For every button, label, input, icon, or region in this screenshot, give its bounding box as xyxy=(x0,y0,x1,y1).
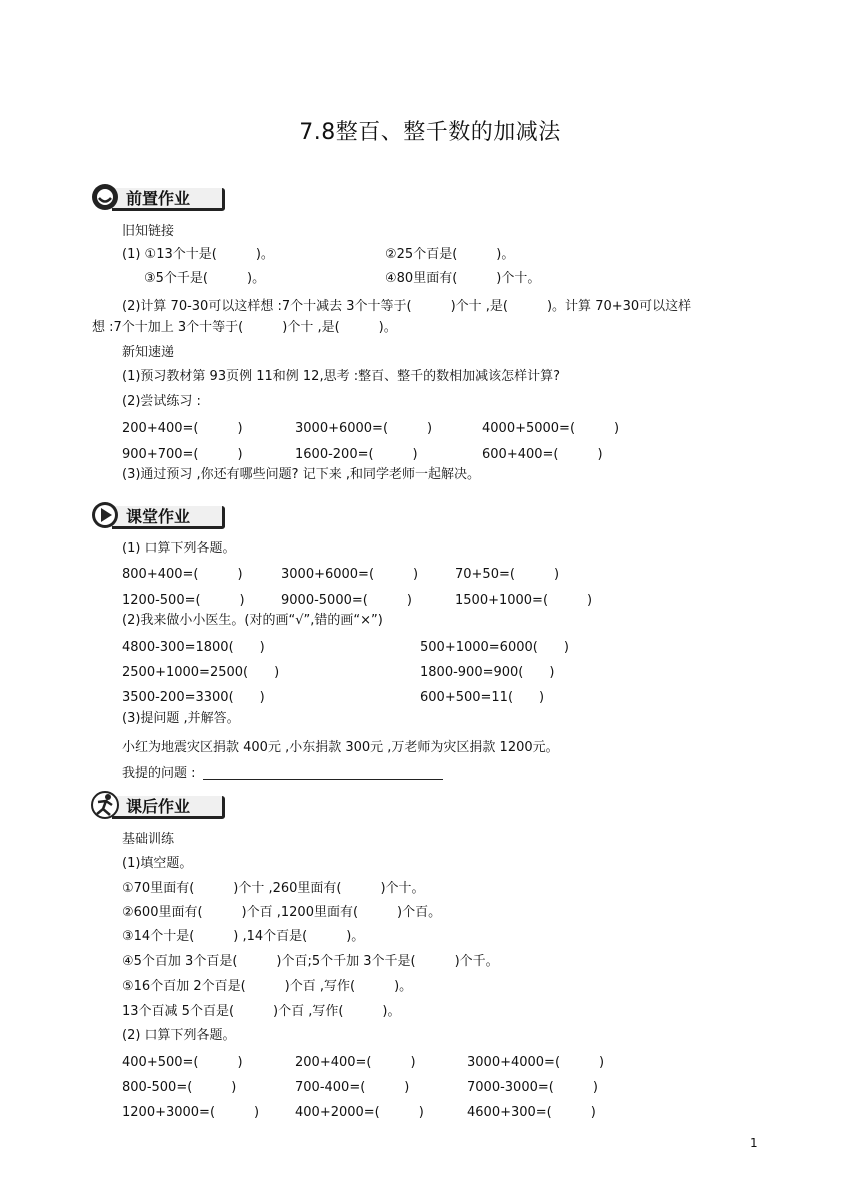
question-2: (2)我来做小小医生。(对的画“√”,错的画“×”) xyxy=(122,613,383,628)
question-1d: ④80里面有( )个十。 xyxy=(385,271,541,286)
exercise: 600+400=( ) xyxy=(482,447,603,462)
smile-icon xyxy=(90,182,120,212)
question-1c: ③5个千是( )。 xyxy=(144,271,266,286)
exercise: 3000+4000=( ) xyxy=(467,1055,605,1070)
exercise: 1200-500=( ) xyxy=(122,593,245,608)
preview-instruction: (1)预习教材第 93页例 11和例 12,思考 :整百、整千的数相加减该怎样计算? xyxy=(122,369,560,384)
page-number: 1 xyxy=(750,1136,758,1150)
answer-line[interactable] xyxy=(203,778,443,780)
exercise: 800-500=( ) xyxy=(122,1080,237,1095)
check-item: 4800-300=1800( ) xyxy=(122,640,265,655)
section-header-homework xyxy=(90,790,230,820)
exercise: 7000-3000=( ) xyxy=(467,1080,598,1095)
section-header-classwork xyxy=(90,500,230,530)
my-question-label: 我提的问题 : xyxy=(122,766,196,781)
runner-icon xyxy=(90,790,120,820)
question-2: (2) 口算下列各题。 xyxy=(122,1028,236,1043)
exercise: 1500+1000=( ) xyxy=(455,593,593,608)
fill-item: ①70里面有( )个十 ,260里面有( )个十。 xyxy=(122,881,425,896)
fill-item: ③14个十是( ) ,14个百是( )。 xyxy=(122,929,365,944)
check-item: 3500-200=3300( ) xyxy=(122,690,265,705)
exercise: 3000+6000=( ) xyxy=(281,567,419,582)
exercise: 200+400=( ) xyxy=(295,1055,416,1070)
exercise: 9000-5000=( ) xyxy=(281,593,412,608)
page-title: 7.8整百、整千数的加减法 xyxy=(299,120,561,145)
question-1a: (1) ①13个十是( )。 xyxy=(122,247,274,262)
section-title: 前置作业 xyxy=(126,189,191,208)
question-2-line1: (2)计算 70-30可以这样想 :7个十减去 3个十等于( )个十 ,是( )。计算 70+30可以这样 xyxy=(122,299,692,314)
exercise: 900+700=( ) xyxy=(122,447,243,462)
exercise: 70+50=( ) xyxy=(455,567,560,582)
question-1: (1) 口算下列各题。 xyxy=(122,541,236,556)
question-3: (3)提问题 ,并解答。 xyxy=(122,711,240,726)
exercise: 400+500=( ) xyxy=(122,1055,243,1070)
subheading-new-knowledge: 新知速递 xyxy=(122,345,175,360)
exercise: 1200+3000=( ) xyxy=(122,1105,260,1120)
word-problem: 小红为地震灾区捐款 400元 ,小东捐款 300元 ,万老师为灾区捐款 1200元。 xyxy=(122,740,559,755)
practice-instruction: (2)尝试练习 : xyxy=(122,394,201,409)
exercise: 4000+5000=( ) xyxy=(482,421,620,436)
section-title: 课后作业 xyxy=(126,797,191,816)
fill-item: ⑤16个百加 2个百是( )个百 ,写作( )。 xyxy=(122,979,413,994)
section-title: 课堂作业 xyxy=(126,507,191,526)
exercise: 800+400=( ) xyxy=(122,567,243,582)
fill-item: ④5个百加 3个百是( )个百;5个千加 3个千是( )个千。 xyxy=(122,954,499,969)
exercise: 4600+300=( ) xyxy=(467,1105,596,1120)
question-1: (1)填空题。 xyxy=(122,856,193,871)
subheading-basic-training: 基础训练 xyxy=(122,832,175,847)
subheading-old-knowledge: 旧知链接 xyxy=(122,224,175,239)
question-3: (3)通过预习 ,你还有哪些问题? 记下来 ,和同学老师一起解决。 xyxy=(122,467,480,482)
exercise: 200+400=( ) xyxy=(122,421,243,436)
fill-item: 13个百减 5个百是( )个百 ,写作( )。 xyxy=(122,1004,401,1019)
exercise: 3000+6000=( ) xyxy=(295,421,433,436)
exercise: 1600-200=( ) xyxy=(295,447,418,462)
check-item: 2500+1000=2500( ) xyxy=(122,665,280,680)
question-1b: ②25个百是( )。 xyxy=(385,247,515,262)
fill-item: ②600里面有( )个百 ,1200里面有( )个百。 xyxy=(122,905,442,920)
section-header-preview xyxy=(90,182,230,212)
check-item: 600+500=11( ) xyxy=(420,690,545,705)
exercise: 700-400=( ) xyxy=(295,1080,410,1095)
check-item: 500+1000=6000( ) xyxy=(420,640,569,655)
play-icon xyxy=(90,500,120,530)
exercise: 400+2000=( ) xyxy=(295,1105,424,1120)
question-2-line2: 想 :7个十加上 3个十等于( )个十 ,是( )。 xyxy=(92,320,397,335)
check-item: 1800-900=900( ) xyxy=(420,665,555,680)
